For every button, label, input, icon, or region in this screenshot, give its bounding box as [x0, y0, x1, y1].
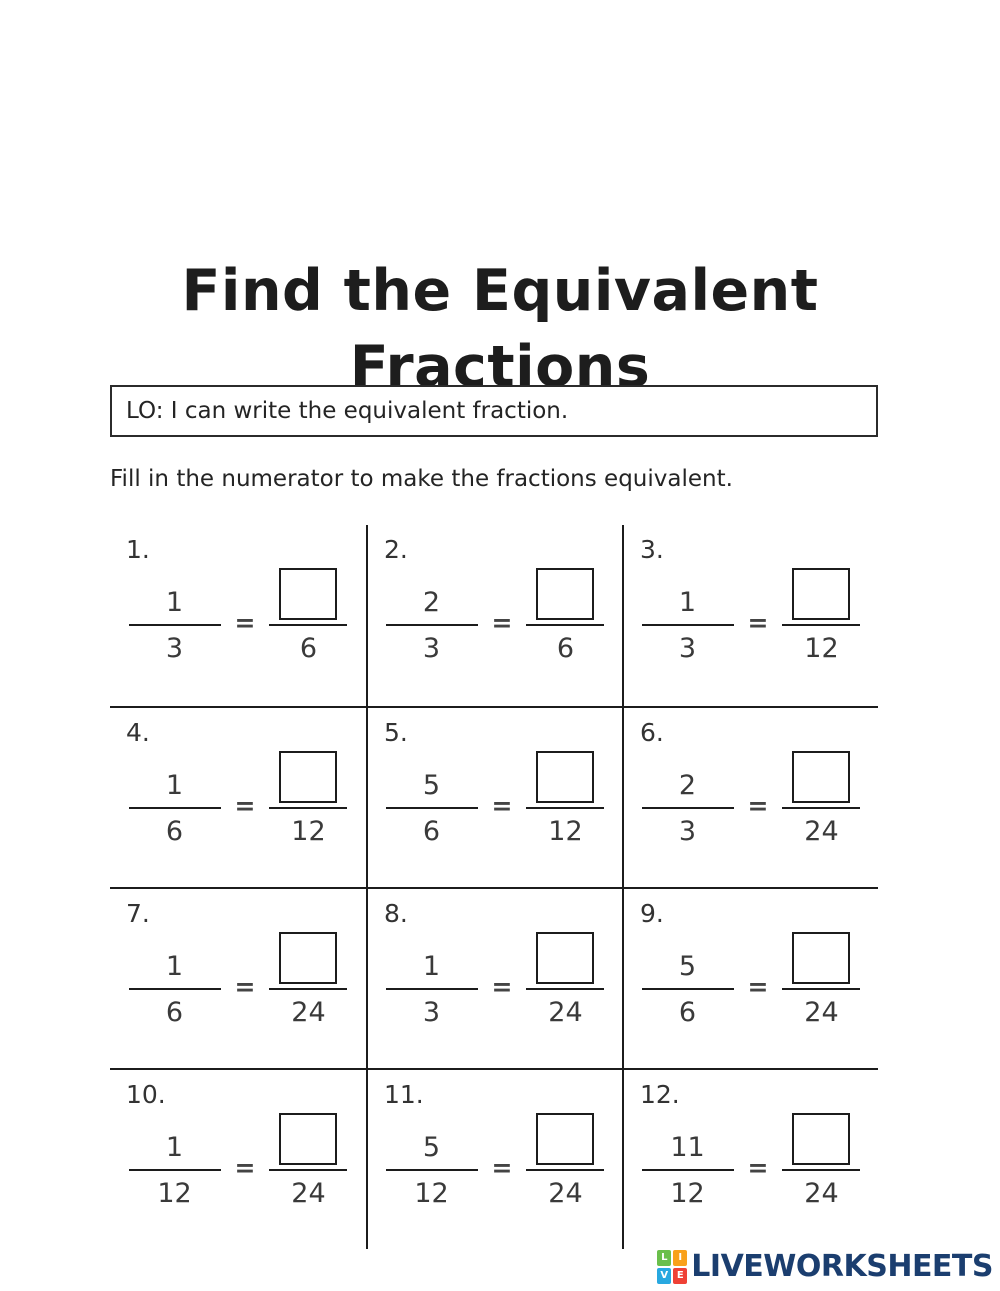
- problem-cell: [110, 887, 366, 1068]
- equals-sign: =: [234, 791, 256, 820]
- given-numerator: 5: [678, 951, 697, 982]
- problem-number: 2.: [384, 535, 408, 564]
- problem-cell: [622, 525, 878, 706]
- fraction-bar: [269, 624, 347, 626]
- problem-cell: [366, 1068, 622, 1249]
- answer-input-box[interactable]: [792, 751, 850, 803]
- given-fraction: [129, 1111, 221, 1207]
- page-title-line1: Find the Equivalent: [181, 258, 819, 325]
- fraction-bar: [269, 807, 347, 809]
- answer-denominator: 24: [291, 997, 326, 1028]
- answer-input-box[interactable]: [536, 751, 594, 803]
- fraction-bar: [782, 624, 860, 626]
- page-title-line2: Fractions: [349, 333, 651, 400]
- problem-number: 3.: [640, 535, 664, 564]
- problem-number: 5.: [384, 718, 408, 747]
- equals-sign: =: [747, 972, 769, 1001]
- answer-fraction: [782, 1111, 860, 1207]
- fraction-bar: [129, 807, 221, 809]
- answer-input-box[interactable]: [279, 1113, 337, 1165]
- given-denominator: 6: [165, 997, 184, 1028]
- given-denominator: 6: [422, 816, 441, 847]
- answer-fraction: [269, 930, 347, 1026]
- given-numerator: 2: [422, 587, 441, 618]
- equals-sign: =: [234, 1153, 256, 1182]
- problem-equation: [110, 566, 366, 662]
- problem-cell: [366, 525, 622, 706]
- problem-equation: [110, 930, 366, 1026]
- given-fraction: [129, 566, 221, 662]
- given-fraction: [642, 566, 734, 662]
- answer-input-box[interactable]: [536, 932, 594, 984]
- equals-sign: =: [747, 1153, 769, 1182]
- given-numerator: 1: [165, 770, 184, 801]
- equals-sign: =: [234, 608, 256, 637]
- problem-number: 4.: [126, 718, 150, 747]
- given-denominator: 12: [414, 1178, 449, 1209]
- fraction-bar: [526, 624, 604, 626]
- given-denominator: 12: [157, 1178, 192, 1209]
- fraction-bar: [782, 807, 860, 809]
- answer-input-box[interactable]: [792, 568, 850, 620]
- problem-cell: [110, 706, 366, 887]
- given-fraction: [642, 930, 734, 1026]
- learning-objective-text: LO: I can write the equivalent fraction.: [126, 398, 569, 424]
- given-fraction: [386, 930, 478, 1026]
- problem-number: 9.: [640, 899, 664, 928]
- given-numerator: 2: [678, 770, 697, 801]
- problem-equation: [624, 566, 878, 662]
- given-denominator: 3: [165, 633, 184, 664]
- given-fraction: [642, 749, 734, 845]
- answer-denominator: 24: [548, 1178, 583, 1209]
- problem-equation: [110, 1111, 366, 1207]
- given-numerator: 5: [422, 770, 441, 801]
- given-numerator: 1: [165, 951, 184, 982]
- problem-equation: [368, 1111, 622, 1207]
- answer-fraction: [269, 566, 347, 662]
- answer-fraction: [269, 1111, 347, 1207]
- answer-fraction: [782, 749, 860, 845]
- answer-input-box[interactable]: [279, 568, 337, 620]
- given-denominator: 6: [678, 997, 697, 1028]
- given-numerator: 1: [678, 587, 697, 618]
- answer-fraction: [782, 930, 860, 1026]
- fraction-bar: [782, 988, 860, 990]
- liveworksheets-logo: [657, 1249, 993, 1284]
- given-denominator: 3: [678, 816, 697, 847]
- fraction-bar: [642, 807, 734, 809]
- equals-sign: =: [491, 1153, 513, 1182]
- fraction-bar: [526, 807, 604, 809]
- given-numerator: 1: [422, 951, 441, 982]
- fraction-bar: [386, 624, 478, 626]
- problem-equation: [110, 749, 366, 845]
- fraction-bar: [269, 988, 347, 990]
- equals-sign: =: [491, 791, 513, 820]
- given-fraction: [386, 749, 478, 845]
- answer-input-box[interactable]: [279, 932, 337, 984]
- fraction-bar: [642, 1169, 734, 1171]
- given-denominator: 6: [165, 816, 184, 847]
- liveworksheets-wordmark: LIVEWORKSHEETS: [691, 1249, 993, 1284]
- learning-objective-box: [110, 385, 878, 437]
- answer-fraction: [526, 1111, 604, 1207]
- answer-input-box[interactable]: [792, 1113, 850, 1165]
- answer-input-box[interactable]: [536, 1113, 594, 1165]
- equals-sign: =: [747, 791, 769, 820]
- problem-cell: [110, 1068, 366, 1249]
- given-fraction: [386, 566, 478, 662]
- equals-sign: =: [491, 972, 513, 1001]
- problem-cell: [366, 706, 622, 887]
- page-title: [0, 254, 1000, 406]
- problem-equation: [368, 566, 622, 662]
- answer-denominator: 6: [299, 633, 318, 664]
- answer-denominator: 12: [548, 816, 583, 847]
- given-denominator: 3: [422, 633, 441, 664]
- fraction-bar: [782, 1169, 860, 1171]
- fraction-bar: [526, 988, 604, 990]
- fraction-bar: [129, 988, 221, 990]
- answer-denominator: 24: [804, 816, 839, 847]
- given-numerator: 1: [165, 1132, 184, 1163]
- fraction-bar: [386, 988, 478, 990]
- problem-equation: [624, 1111, 878, 1207]
- equals-sign: =: [747, 608, 769, 637]
- fraction-bar: [386, 807, 478, 809]
- problem-number: 12.: [640, 1080, 680, 1109]
- instruction-text: Fill in the numerator to make the fractions equivalent.: [110, 466, 733, 492]
- problem-equation: [624, 930, 878, 1026]
- problem-number: 6.: [640, 718, 664, 747]
- problem-number: 8.: [384, 899, 408, 928]
- equals-sign: =: [234, 972, 256, 1001]
- given-numerator: 11: [670, 1132, 705, 1163]
- answer-denominator: 24: [804, 997, 839, 1028]
- given-fraction: [386, 1111, 478, 1207]
- problem-cell: [110, 525, 366, 706]
- problem-cell: [622, 1068, 878, 1249]
- problem-cell: [622, 706, 878, 887]
- fraction-bar: [386, 1169, 478, 1171]
- logo-tile-i: I: [673, 1250, 687, 1266]
- answer-fraction: [269, 749, 347, 845]
- given-denominator: 3: [422, 997, 441, 1028]
- problem-number: 7.: [126, 899, 150, 928]
- given-denominator: 3: [678, 633, 697, 664]
- given-fraction: [642, 1111, 734, 1207]
- answer-fraction: [526, 566, 604, 662]
- given-fraction: [129, 930, 221, 1026]
- answer-denominator: 24: [804, 1178, 839, 1209]
- answer-denominator: 12: [291, 816, 326, 847]
- problem-equation: [368, 749, 622, 845]
- problem-equation: [624, 749, 878, 845]
- problem-cell: [622, 887, 878, 1068]
- problem-number: 10.: [126, 1080, 166, 1109]
- answer-denominator: 24: [291, 1178, 326, 1209]
- answer-input-box[interactable]: [792, 932, 850, 984]
- problem-equation: [368, 930, 622, 1026]
- given-fraction: [129, 749, 221, 845]
- answer-input-box[interactable]: [536, 568, 594, 620]
- answer-denominator: 24: [548, 997, 583, 1028]
- answer-fraction: [782, 566, 860, 662]
- answer-fraction: [526, 930, 604, 1026]
- answer-fraction: [526, 749, 604, 845]
- given-numerator: 5: [422, 1132, 441, 1163]
- problem-number: 1.: [126, 535, 150, 564]
- problem-number: 11.: [384, 1080, 424, 1109]
- fraction-bar: [129, 624, 221, 626]
- answer-denominator: 12: [804, 633, 839, 664]
- problem-cell: [366, 887, 622, 1068]
- fraction-bar: [642, 624, 734, 626]
- logo-tile-v: V: [657, 1268, 671, 1284]
- equals-sign: =: [491, 608, 513, 637]
- logo-tile-e: E: [673, 1268, 687, 1284]
- liveworksheets-icon: [657, 1250, 687, 1284]
- given-denominator: 12: [670, 1178, 705, 1209]
- problems-grid: [110, 525, 878, 1249]
- fraction-bar: [129, 1169, 221, 1171]
- fraction-bar: [526, 1169, 604, 1171]
- logo-tile-l: L: [657, 1250, 671, 1266]
- answer-denominator: 6: [556, 633, 575, 664]
- answer-input-box[interactable]: [279, 751, 337, 803]
- fraction-bar: [269, 1169, 347, 1171]
- given-numerator: 1: [165, 587, 184, 618]
- fraction-bar: [642, 988, 734, 990]
